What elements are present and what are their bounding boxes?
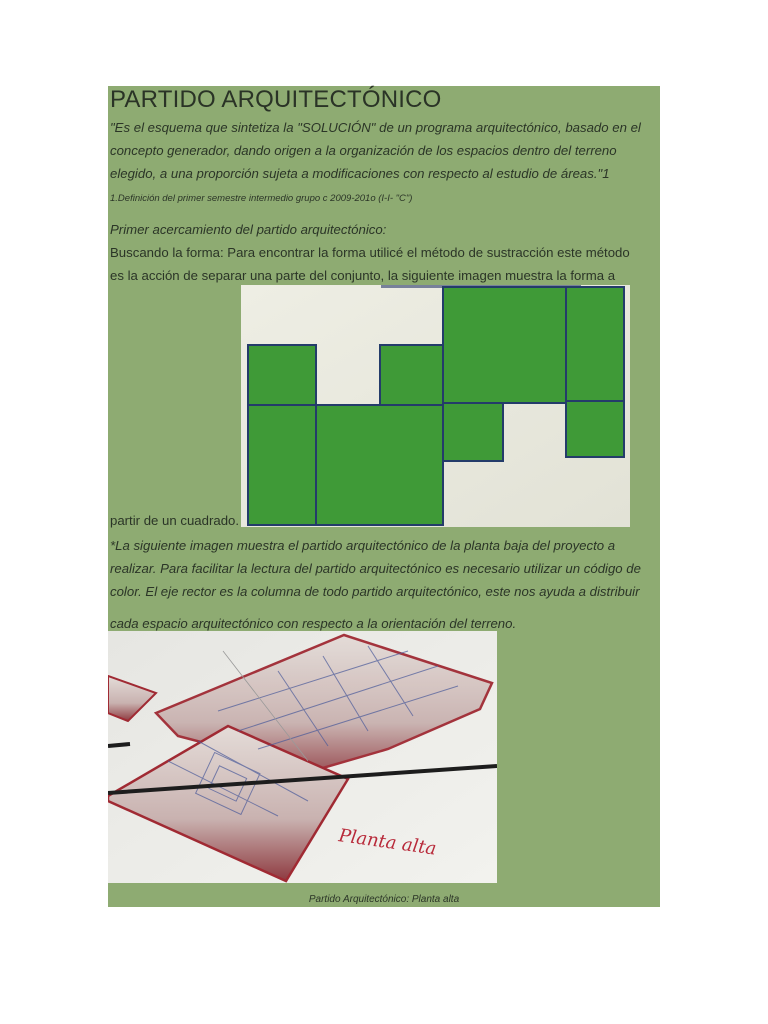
section-heading: Primer acercamiento del partido arquitectónico: [110, 222, 387, 237]
plan-text-line-2: realizar. Para facilitar la lectura del partido arquitectónico es necesario utilizar un código de [110, 561, 641, 576]
image-caption: Partido Arquitectónico: Planta alta [308, 894, 460, 905]
definition-line-3: elegido, a una proporción sujeta a modificaciones con respecto al estudio de áreas."1 [110, 166, 610, 181]
document-page [108, 86, 660, 907]
planta-alta-sketch-photo [108, 631, 497, 883]
form-text-line-2: es la acción de separar una parte del conjunto, la siguiente imagen muestra la forma a [110, 268, 616, 283]
definition-line-2: concepto generador, dando origen a la organización de los espacios dentro del terreno [110, 143, 617, 158]
form-text-line-1: Buscando la forma: Para encontrar la forma utilicé el método de sustracción este método [110, 245, 630, 260]
plan-text-line-3: color. El eje rector es la columna de todo partido arquitectónico, este nos ayuda a distribuir [110, 584, 640, 599]
page-title: PARTIDO ARQUITECTÓNICO [110, 86, 442, 113]
plan-text-line-4: cada espacio arquitectónico con respecto a la orientación del terreno. [110, 616, 517, 631]
footnote: 1.Definición del primer semestre intermedio grupo c 2009-201o (I-I- "C") [110, 193, 413, 204]
plan-text-line-1: *La siguiente imagen muestra el partido arquitectónico de la planta baja del proyecto a [110, 538, 616, 553]
definition-line-1: "Es el esquema que sintetiza la "SOLUCIÓN" de un programa arquitectónico, basado en el [110, 120, 641, 135]
planta-alta-handwriting: Planta alta [337, 825, 438, 860]
form-text-line-3: partir de un cuadrado. [110, 513, 240, 528]
form-subtraction-photo [241, 285, 630, 527]
